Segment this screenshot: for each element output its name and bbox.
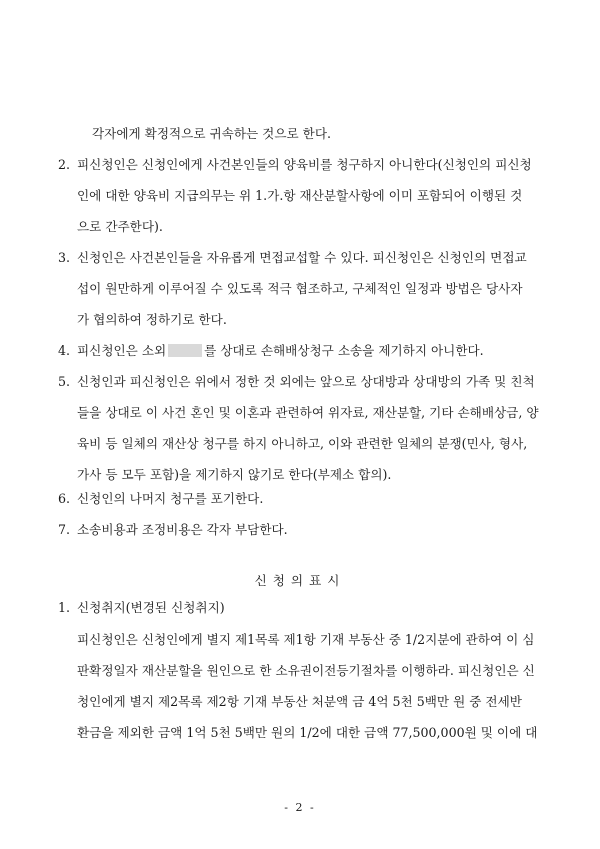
item-6-line: 신청인의 나머지 청구를 포기한다. [77,491,264,506]
body-line-2: 판확정일자 재산분할을 원인으로 한 소유권이전등기절차를 이행하라. 피신청인은 신 [77,663,535,678]
item-4-text-after: 를 상대로 손해배상청구 소송을 제기하지 아니한다. [204,343,484,358]
body-line-4: 환금을 제외한 금액 1억 5천 5백만 원의 1/2에 대한 금액 77,500,000원 및 이에 대 [77,725,538,740]
item-5-number: 5. [58,374,71,389]
redaction-box [168,344,202,357]
item-5-line-3: 육비 등 일체의 재산상 청구를 하지 아니하고, 이와 관련한 일체의 분쟁(민사, 형사, [77,436,528,451]
item-6-number: 6. [58,491,71,506]
intro-line: 각자에게 확정적으로 귀속하는 것으로 한다. [92,126,331,141]
sub-item-number: 1. [58,600,71,615]
body-line-1: 피신청인은 신청인에게 별지 제1목록 제1항 기재 부동산 중 1/2지분에 관하여 이 심 [77,632,535,647]
item-7-line: 소송비용과 조정비용은 각자 부담한다. [77,522,288,537]
item-5-line-4: 가사 등 모두 포함)을 제기하지 않기로 한다(부제소 합의). [77,467,392,482]
item-2-line-2: 인에 대한 양육비 지급의무는 위 1.가.항 재산분할사항에 이미 포함되어 이행된 것 [77,188,523,203]
item-5-line-2: 들을 상대로 이 사건 혼인 및 이혼과 관련하여 위자료, 재산분할, 기타 손해배상금, 양 [77,405,539,420]
item-3-line-1: 신청인은 사건본인들을 자유롭게 면접교섭할 수 있다. 피신청인은 신청인의 면접교 [77,250,527,265]
page-number: - 2 - [284,801,316,814]
item-4-line [77,343,484,359]
item-2-line-3: 으로 간주한다). [77,219,163,234]
item-5-line-1: 신청인과 피신청인은 위에서 정한 것 외에는 앞으로 상대방과 상대방의 가족 및 친척 [77,374,535,389]
item-2-number: 2. [58,157,71,172]
item-4-number: 4. [58,343,71,358]
item-4-text-before: 피신청인은 소외 [77,343,167,358]
sub-item-text: 신청취지(변경된 신청취지) [77,600,225,615]
section-heading: 신청의표시 [254,573,346,588]
item-7-number: 7. [58,522,71,537]
item-2-line-1: 피신청인은 신청인에게 사건본인들의 양육비를 청구하지 아니한다(신청인의 피신청 [77,157,532,172]
body-line-3: 청인에게 별지 제2목록 제2항 기재 부동산 처분액 금 4억 5천 5백만 원 중 전세반 [77,694,522,709]
item-3-line-2: 섭이 원만하게 이루어질 수 있도록 적극 협조하고, 구체적인 일정과 방법은 당사자 [77,281,523,296]
item-3-number: 3. [58,250,71,265]
item-3-line-3: 가 협의하여 정하기로 한다. [77,312,227,327]
